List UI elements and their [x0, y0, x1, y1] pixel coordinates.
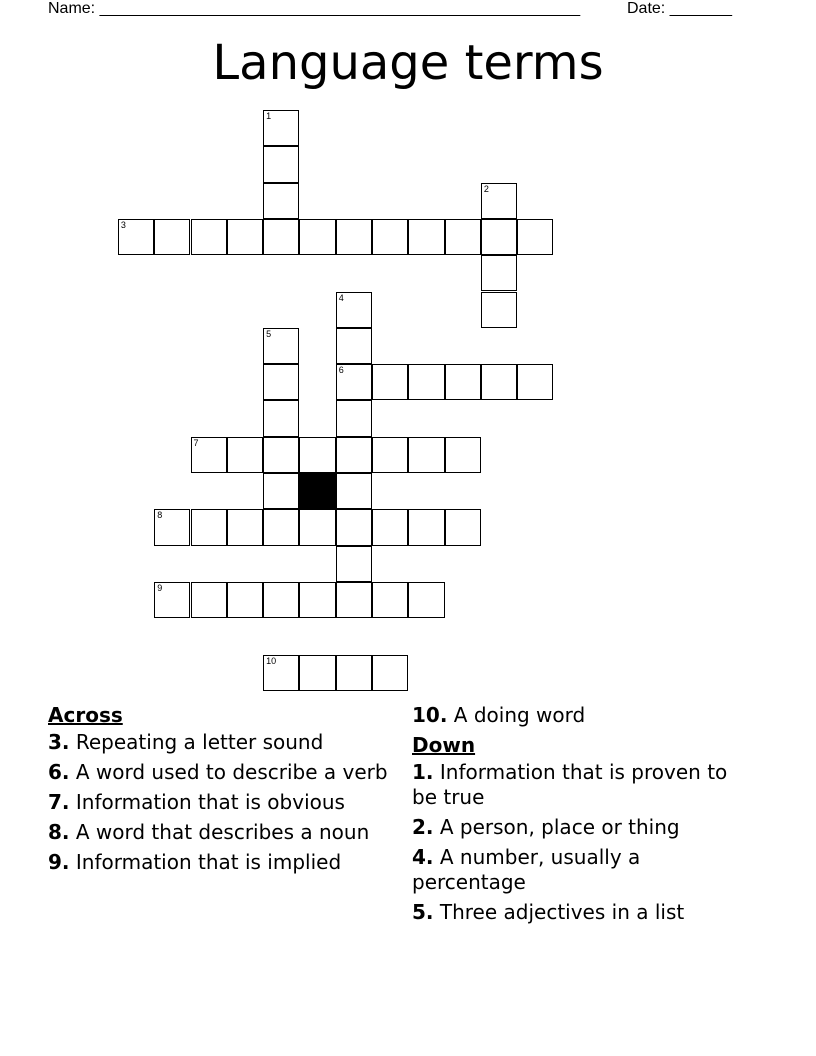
- down-clue-1: [412, 760, 757, 810]
- down-clue-2: [412, 815, 757, 840]
- crossword-cell[interactable]: [154, 509, 190, 545]
- crossword-cell[interactable]: [336, 509, 372, 545]
- crossword-cell[interactable]: [263, 146, 299, 182]
- clue-number-label: 1: [266, 111, 272, 121]
- clue-number: 3.: [48, 730, 70, 754]
- across-heading: Across: [48, 703, 123, 727]
- puzzle-title: Language terms: [212, 35, 604, 91]
- down-clue-4: [412, 845, 757, 895]
- crossword-cell[interactable]: [191, 219, 227, 255]
- crossword-cell[interactable]: [336, 328, 372, 364]
- down-clue-5: [412, 900, 757, 925]
- clue-text: A word used to describe a verb: [75, 760, 388, 784]
- clue-text: A doing word: [453, 703, 586, 727]
- crossword-cell[interactable]: [299, 219, 335, 255]
- crossword-cell[interactable]: [372, 582, 408, 618]
- crossword-cell[interactable]: [408, 582, 444, 618]
- clue-number: 9.: [48, 850, 70, 874]
- clue-text: Information that is proven to be true: [412, 760, 728, 809]
- crossword-cell[interactable]: [336, 219, 372, 255]
- clue-number: 5.: [412, 900, 434, 924]
- down-clues-column: [412, 700, 757, 930]
- crossword-cell[interactable]: [372, 437, 408, 473]
- crossword-cell[interactable]: [299, 509, 335, 545]
- crossword-cell[interactable]: [227, 437, 263, 473]
- crossword-cell[interactable]: [408, 364, 444, 400]
- crossword-cell[interactable]: [154, 219, 190, 255]
- clue-number-label: 8: [157, 510, 163, 521]
- crossword-cell[interactable]: [191, 582, 227, 618]
- clue-number-label: 3: [120, 219, 126, 230]
- crossword-cell[interactable]: [336, 437, 372, 473]
- across-clue-3: [48, 730, 393, 755]
- crossword-cell[interactable]: [227, 582, 263, 618]
- clue-number-label: 9: [157, 582, 163, 593]
- across-clue-6: [48, 760, 393, 785]
- crossword-cell[interactable]: [445, 437, 481, 473]
- crossword-cell[interactable]: [481, 219, 517, 255]
- clue-text: A number, usually a percentage: [412, 845, 641, 894]
- crossword-cell[interactable]: [263, 400, 299, 436]
- crossword-cell[interactable]: [336, 364, 372, 400]
- clue-number-label: 6: [338, 365, 344, 376]
- crossword-cell[interactable]: [336, 546, 372, 582]
- crossword-cell[interactable]: [336, 582, 372, 618]
- crossword-cell[interactable]: [299, 437, 335, 473]
- clue-number: 8.: [48, 820, 70, 844]
- crossword-cell[interactable]: [299, 582, 335, 618]
- crossword-cell[interactable]: [481, 255, 517, 291]
- crossword-cell[interactable]: [118, 219, 154, 255]
- crossword-cell[interactable]: [263, 582, 299, 618]
- clue-text: Repeating a letter sound: [75, 730, 324, 754]
- crossword-cell[interactable]: [372, 364, 408, 400]
- clue-number-label: 5: [266, 328, 272, 339]
- clue-number-label: 2: [483, 183, 489, 194]
- clue-number-label: 7: [193, 437, 199, 448]
- crossword-cell[interactable]: [408, 219, 444, 255]
- crossword-cell[interactable]: [263, 328, 299, 364]
- crossword-cell[interactable]: [191, 437, 227, 473]
- crossword-block-cell: [299, 473, 335, 509]
- crossword-cell[interactable]: [481, 364, 517, 400]
- clue-number: 6.: [48, 760, 70, 784]
- across-clue-8: [48, 820, 393, 845]
- crossword-cell[interactable]: [263, 183, 299, 219]
- name-field-line: Name: ______________________________________________________: [48, 0, 581, 17]
- crossword-cell[interactable]: [445, 219, 481, 255]
- across-clue-10: [412, 703, 757, 728]
- crossword-cell[interactable]: [227, 219, 263, 255]
- across-clue-7: [48, 790, 393, 815]
- crossword-cell[interactable]: [372, 655, 408, 691]
- clue-number-label: 4: [338, 292, 344, 303]
- clue-number: 1.: [412, 760, 434, 784]
- crossword-cell[interactable]: [336, 400, 372, 436]
- crossword-cell[interactable]: [481, 292, 517, 328]
- clue-number: 7.: [48, 790, 70, 814]
- crossword-cell[interactable]: [408, 437, 444, 473]
- crossword-cell[interactable]: [336, 292, 372, 328]
- crossword-cell[interactable]: [336, 655, 372, 691]
- crossword-cell[interactable]: [408, 509, 444, 545]
- crossword-cell[interactable]: [299, 655, 335, 691]
- clue-number: 2.: [412, 815, 434, 839]
- crossword-cell[interactable]: [263, 437, 299, 473]
- crossword-cell[interactable]: [263, 473, 299, 509]
- crossword-cell[interactable]: [263, 364, 299, 400]
- clue-number-label: 10: [266, 655, 277, 666]
- across-clue-9: [48, 850, 393, 875]
- clue-number: 10.: [412, 703, 448, 727]
- clue-text: A word that describes a noun: [75, 820, 370, 844]
- crossword-cell[interactable]: [372, 509, 408, 545]
- crossword-cell[interactable]: [263, 219, 299, 255]
- crossword-cell[interactable]: [445, 364, 481, 400]
- crossword-cell[interactable]: [445, 509, 481, 545]
- clue-text: Information that is obvious: [75, 790, 345, 814]
- crossword-cell[interactable]: [336, 473, 372, 509]
- clue-text: Three adjectives in a list: [439, 900, 685, 924]
- clue-number: 4.: [412, 845, 434, 869]
- crossword-cell[interactable]: [263, 509, 299, 545]
- crossword-cell[interactable]: [517, 364, 553, 400]
- crossword-cell[interactable]: [372, 219, 408, 255]
- down-heading: Down: [412, 733, 476, 757]
- crossword-cell[interactable]: [263, 655, 299, 691]
- crossword-cell[interactable]: [481, 183, 517, 219]
- clue-text: Information that is implied: [75, 850, 342, 874]
- date-field-line: Date: _______: [627, 0, 732, 17]
- crossword-cell[interactable]: [263, 110, 299, 146]
- across-clues-column: [48, 700, 393, 880]
- clue-text: A person, place or thing: [439, 815, 680, 839]
- crossword-cell[interactable]: [227, 509, 263, 545]
- crossword-cell[interactable]: [154, 582, 190, 618]
- crossword-cell[interactable]: [191, 509, 227, 545]
- crossword-cell[interactable]: [517, 219, 553, 255]
